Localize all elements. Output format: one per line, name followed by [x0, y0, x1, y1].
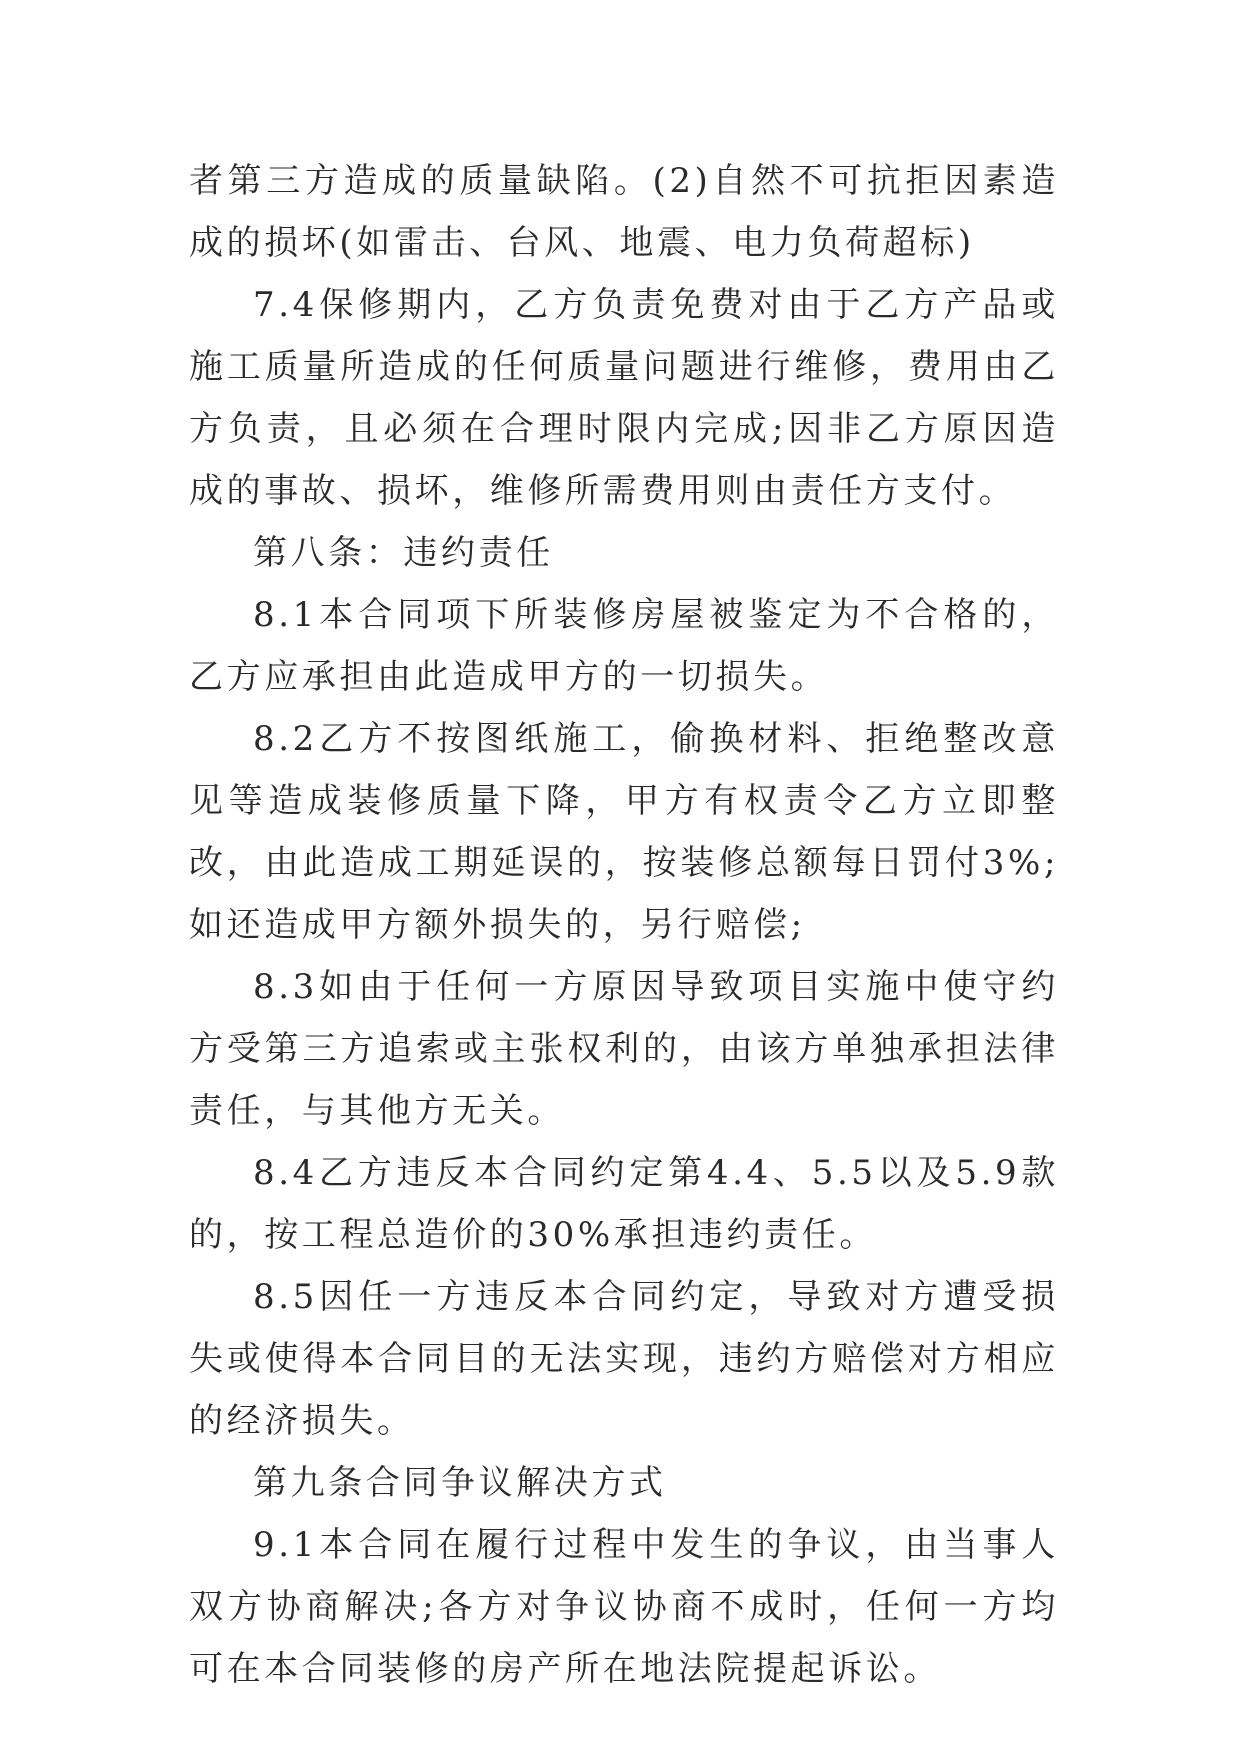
document-body	[189, 150, 1059, 1700]
paragraph-9-1: 9.1本合同在履行过程中发生的争议，由当事人双方协商解决;各方对争议协商不成时，任何一方均可在本合同装修的房产所在地法院提起诉讼。	[189, 1525, 1059, 1689]
paragraph-continuation: 者第三方造成的质量缺陷。(2)自然不可抗拒因素造成的损坏(如雷击、台风、地震、电力负荷超标)	[189, 161, 1059, 263]
section-heading-article-9: 第九条合同争议解决方式	[253, 1463, 667, 1503]
paragraph-8-1: 8.1本合同项下所装修房屋被鉴定为不合格的，乙方应承担由此造成甲方的一切损失。	[189, 595, 1059, 697]
paragraph-8-3: 8.3如由于任何一方原因导致项目实施中使守约方受第三方追索或主张权利的，由该方单独承担法律责任，与其他方无关。	[189, 967, 1059, 1131]
paragraph-8-5: 8.5因任一方违反本合同约定，导致对方遭受损失或使得本合同目的无法实现，违约方赔偿对方相应的经济损失。	[189, 1277, 1059, 1441]
paragraph-7-4: 7.4保修期内，乙方负责免费对由于乙方产品或施工质量所造成的任何质量问题进行维修，费用由乙方负责，且必须在合理时限内完成;因非乙方原因造成的事故、损坏，维修所需费用则由责任方支付。	[189, 285, 1059, 511]
section-heading-article-8: 第八条：违约责任	[253, 533, 554, 573]
paragraph-8-2: 8.2乙方不按图纸施工，偷换材料、拒绝整改意见等造成装修质量下降，甲方有权责令乙方立即整改，由此造成工期延误的，按装修总额每日罚付3%;如还造成甲方额外损失的，另行赔偿;	[189, 719, 1059, 945]
paragraph-8-4: 8.4乙方违反本合同约定第4.4、5.5以及5.9款的，按工程总造价的30%承担违约责任。	[189, 1153, 1059, 1255]
